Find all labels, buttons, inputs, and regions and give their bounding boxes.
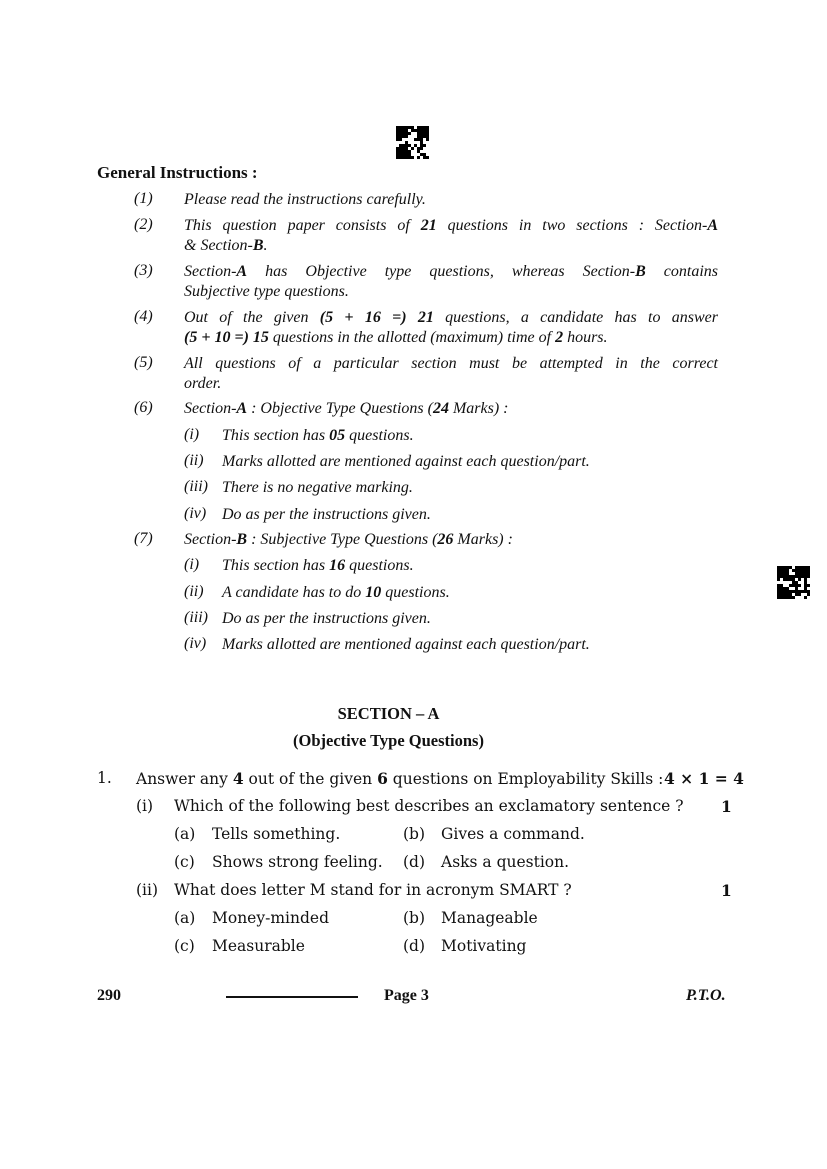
section-subtitle: (Objective Type Questions) xyxy=(293,731,484,750)
question-text xyxy=(136,769,663,789)
sub-instruction-number: (i) xyxy=(184,556,200,573)
instruction-number: (4) xyxy=(134,308,153,325)
text-run: This question paper consists of xyxy=(184,217,421,234)
text-run: Answer any xyxy=(136,770,233,788)
instruction-text xyxy=(184,354,718,373)
sub-instruction-text xyxy=(222,609,431,628)
sub-instruction-number: (iv) xyxy=(184,635,207,652)
option-label: (c) xyxy=(174,937,195,955)
instruction-text xyxy=(184,399,509,418)
text-run: questions. xyxy=(345,557,414,574)
text-run: Section- xyxy=(184,400,237,417)
text-run: : Objective Type Questions ( xyxy=(247,400,433,417)
text-run: Marks) : xyxy=(448,400,509,417)
sub-instruction-text xyxy=(222,505,431,524)
question-number: 1. xyxy=(97,769,112,787)
sub-instruction-number: (ii) xyxy=(184,452,204,469)
text-run: A candidate has to do xyxy=(222,584,366,601)
text-run: out of the given xyxy=(243,770,378,788)
sub-instruction-text xyxy=(222,426,414,445)
text-run: . xyxy=(263,237,268,254)
sub-instruction-number: (i) xyxy=(184,426,200,443)
option-text: Measurable xyxy=(212,937,305,955)
text-run: This section has xyxy=(222,427,330,444)
bold-run: A xyxy=(236,400,248,417)
text-run: questions, a candidate has to answer xyxy=(433,309,719,326)
sub-instruction-number: (iii) xyxy=(184,478,208,495)
option-label: (a) xyxy=(174,825,196,843)
bold-run: 26 xyxy=(437,531,454,548)
sub-instruction-text xyxy=(222,556,414,575)
bold-run: 6 xyxy=(377,769,388,788)
instruction-text xyxy=(184,282,349,301)
sub-question-marks: 1 xyxy=(721,797,732,816)
text-run: Subjective type questions. xyxy=(184,283,349,300)
text-run: questions in two sections : Section- xyxy=(436,217,708,234)
section-title: SECTION – A xyxy=(337,704,440,723)
sub-question-number: (ii) xyxy=(136,881,159,899)
option-text: Gives a command. xyxy=(441,825,585,843)
footer-rule xyxy=(226,996,358,998)
option-text: Tells something. xyxy=(212,825,341,843)
sub-instruction-text xyxy=(222,452,590,471)
text-run: Out of the given xyxy=(184,309,320,326)
bold-run: A xyxy=(236,263,248,280)
bold-run: B xyxy=(236,531,248,548)
text-run: Do as per the instructions given. xyxy=(222,610,431,627)
instruction-text xyxy=(184,236,268,255)
instruction-text xyxy=(184,216,718,235)
option-text: Asks a question. xyxy=(441,853,570,871)
qr-code-icon xyxy=(396,126,429,159)
instruction-text xyxy=(184,190,426,209)
text-run: questions in the allotted (maximum) time of xyxy=(268,329,556,346)
instruction-number: (3) xyxy=(134,262,153,279)
sub-question-number: (i) xyxy=(136,797,154,815)
text-run: : Subjective Type Questions ( xyxy=(247,531,438,548)
sub-question-marks: 1 xyxy=(721,881,732,900)
text-run: has Objective type questions, whereas Section- xyxy=(247,263,636,280)
text-run: contains xyxy=(645,263,719,280)
page-number: Page 3 xyxy=(384,987,429,1004)
instruction-text xyxy=(184,374,221,393)
instruction-text xyxy=(184,262,718,281)
bold-run: 2 xyxy=(555,329,564,346)
text-run: This section has xyxy=(222,557,330,574)
sub-question-text: Which of the following best describes an exclamatory sentence ? xyxy=(174,797,684,815)
qr-code-icon xyxy=(777,566,810,599)
instruction-text xyxy=(184,328,608,347)
bold-run: B xyxy=(635,263,646,280)
instruction-number: (6) xyxy=(134,399,153,416)
sub-question-text: What does letter M stand for in acronym SMART ? xyxy=(174,881,572,899)
instruction-number: (7) xyxy=(134,530,153,547)
text-run: Section- xyxy=(184,531,237,548)
instruction-text xyxy=(184,308,718,327)
bold-run: 4 xyxy=(232,769,244,788)
option-text: Shows strong feeling. xyxy=(212,853,383,871)
text-run: hours. xyxy=(563,329,608,346)
instruction-number: (1) xyxy=(134,190,153,207)
text-run: questions. xyxy=(345,427,414,444)
text-run: Section- xyxy=(184,263,237,280)
option-label: (d) xyxy=(403,937,426,955)
bold-run: (5 + 16 =) 21 xyxy=(319,309,434,326)
paper-code: 290 xyxy=(97,987,121,1004)
bold-run: 24 xyxy=(432,400,449,417)
instruction-number: (2) xyxy=(134,216,153,233)
option-label: (c) xyxy=(174,853,195,871)
option-text: Money-minded xyxy=(212,909,330,927)
pto-label: P.T.O. xyxy=(686,987,726,1004)
sub-instruction-number: (iv) xyxy=(184,505,207,522)
text-run: Marks) : xyxy=(453,531,513,548)
sub-instruction-number: (iii) xyxy=(184,609,208,626)
text-run: Marks allotted are mentioned against each question/part. xyxy=(222,453,590,470)
instruction-text xyxy=(184,530,513,549)
text-run: All questions of a particular section must be attempted in the correct xyxy=(184,355,718,372)
sub-instruction-text xyxy=(222,478,413,497)
text-run: There is no negative marking. xyxy=(222,479,413,496)
question-marks: 4 × 1 = 4 xyxy=(664,769,744,788)
instruction-number: (5) xyxy=(134,354,153,371)
text-run: Please read the instructions carefully. xyxy=(184,191,426,208)
bold-run: 05 xyxy=(329,427,346,444)
text-run: order. xyxy=(184,375,222,392)
bold-run: (5 + 10 =) 15 xyxy=(184,329,269,346)
text-run: Marks allotted are mentioned against each question/part. xyxy=(222,636,590,653)
bold-run: 16 xyxy=(329,557,346,574)
bold-run: 10 xyxy=(365,584,382,601)
sub-instruction-text xyxy=(222,635,590,654)
text-run: questions on Employability Skills : xyxy=(387,770,664,788)
option-label: (d) xyxy=(403,853,426,871)
text-run: questions. xyxy=(381,584,450,601)
option-label: (a) xyxy=(174,909,196,927)
option-label: (b) xyxy=(403,909,426,927)
bold-run: B xyxy=(252,237,264,254)
text-run: Do as per the instructions given. xyxy=(222,506,431,523)
option-text: Motivating xyxy=(441,937,527,955)
bold-run: 21 xyxy=(420,217,437,234)
option-text: Manageable xyxy=(441,909,538,927)
sub-instruction-number: (ii) xyxy=(184,583,204,600)
instructions-heading: General Instructions : xyxy=(97,163,258,182)
sub-instruction-text xyxy=(222,583,450,602)
option-label: (b) xyxy=(403,825,426,843)
bold-run: A xyxy=(707,217,718,234)
text-run: & Section- xyxy=(184,237,253,254)
